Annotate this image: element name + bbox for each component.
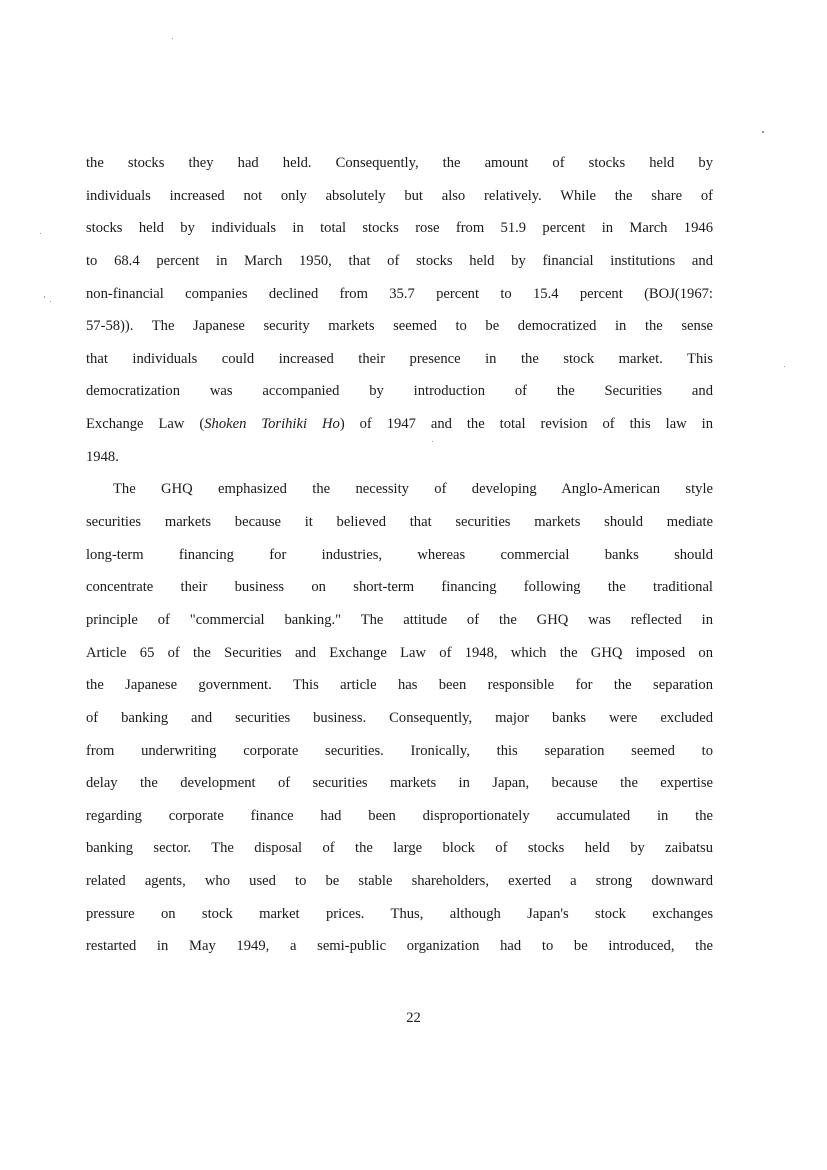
text-line: concentrate their business on short-term financing following the traditional bbox=[86, 579, 713, 596]
text-line: that individuals could increased their presence in the stock market. This bbox=[86, 350, 713, 367]
scan-speck bbox=[172, 38, 173, 39]
italic-term: Shoken Torihiki Ho bbox=[204, 416, 340, 433]
scan-speck bbox=[762, 131, 764, 133]
text-line: delay the development of securities markets in Japan, because the expertise bbox=[86, 775, 713, 792]
text-line: 1948. bbox=[86, 448, 119, 465]
text-line: 57-58)). The Japanese security markets seemed to be democratized in the sense bbox=[86, 318, 713, 335]
scan-speck bbox=[44, 296, 45, 298]
body-text bbox=[86, 147, 713, 963]
scan-speck bbox=[50, 301, 51, 302]
text-line: pressure on stock market prices. Thus, although Japan's stock exchanges bbox=[86, 905, 713, 922]
page-number: 22 bbox=[406, 1010, 421, 1026]
text-line: stocks held by individuals in total stocks rose from 51.9 percent in March 1946 bbox=[86, 220, 713, 237]
text-line: the Japanese government. This article has been responsible for the separation bbox=[86, 677, 713, 694]
text-line: restarted in May 1949, a semi-public organization had to be introduced, the bbox=[86, 938, 713, 955]
text-line: of banking and securities business. Consequently, major banks were excluded bbox=[86, 709, 713, 726]
paragraph-first-line: The GHQ emphasized the necessity of developing Anglo-American style bbox=[113, 481, 713, 498]
text-line: democratization was accompanied by introduction of the Securities and bbox=[86, 383, 713, 400]
text-line: related agents, who used to be stable shareholders, exerted a strong downward bbox=[86, 873, 713, 890]
text-line: the stocks they had held. Consequently, the amount of stocks held by bbox=[86, 155, 713, 171]
text-line: principle of "commercial banking." The attitude of the GHQ was reflected in bbox=[86, 611, 713, 628]
text-line: Article 65 of the Securities and Exchange Law of 1948, which the GHQ imposed on bbox=[86, 644, 713, 661]
text-line: long-term financing for industries, whereas commercial banks should bbox=[86, 546, 713, 563]
text-segment: ) of 1947 and the total revision of this law in bbox=[339, 416, 714, 433]
text-line-with-italic-term bbox=[86, 408, 713, 441]
text-line: individuals increased not only absolutely but also relatively. While the share of bbox=[86, 187, 713, 204]
scan-speck bbox=[784, 366, 785, 367]
text-line: securities markets because it believed that securities markets should mediate bbox=[86, 514, 713, 531]
text-segment: Exchange Law ( bbox=[86, 416, 205, 433]
text-line: to 68.4 percent in March 1950, that of stocks held by financial institutions and bbox=[86, 252, 713, 269]
text-line: regarding corporate finance had been disproportionately accumulated in the bbox=[86, 807, 713, 824]
scan-speck bbox=[40, 233, 41, 234]
text-line: non-financial companies declined from 35.7 percent to 15.4 percent (BOJ(1967: bbox=[86, 285, 713, 302]
text-line: from underwriting corporate securities. Ironically, this separation seemed to bbox=[86, 742, 713, 759]
text-line: banking sector. The disposal of the large block of stocks held by zaibatsu bbox=[86, 840, 713, 857]
scan-speck bbox=[432, 441, 433, 442]
